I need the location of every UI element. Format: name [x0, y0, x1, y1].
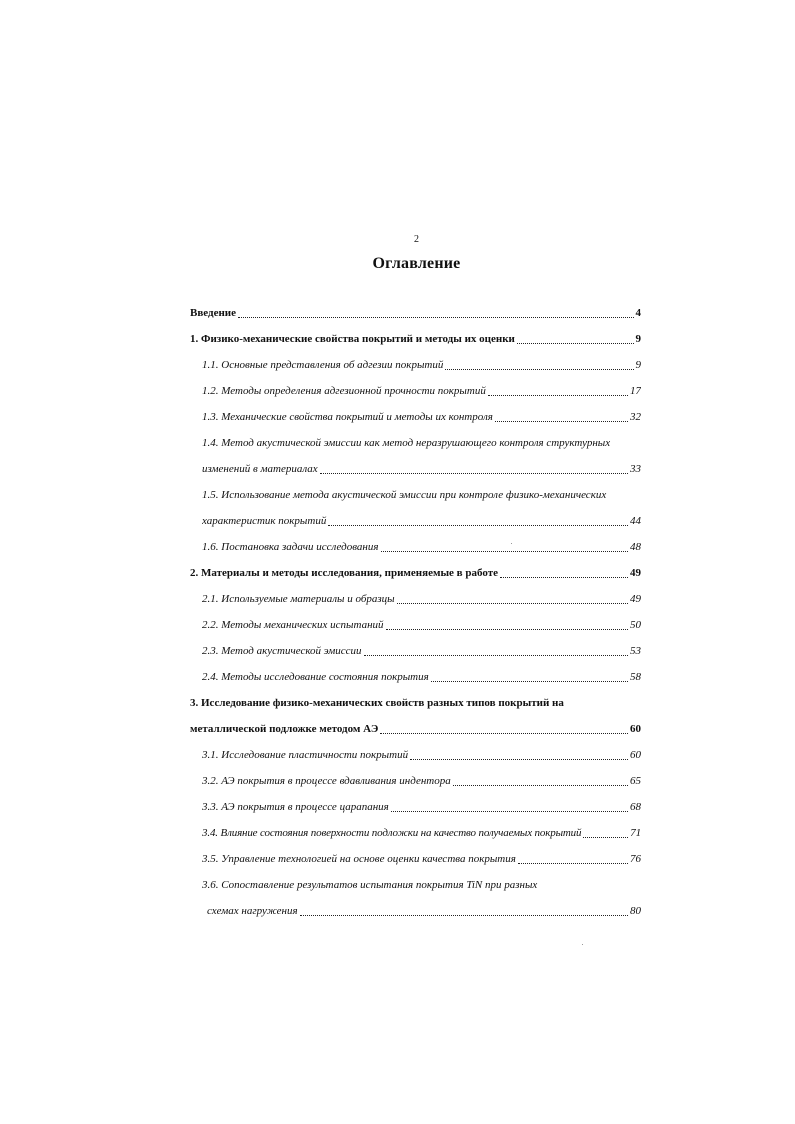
toc-entry-chapter-1[interactable] [190, 330, 641, 348]
dot-leader [583, 837, 628, 838]
toc-entry-page: 49 [630, 567, 641, 579]
toc-entry-page: 49 [630, 593, 641, 605]
dot-leader [300, 915, 628, 916]
toc-entry-page: 9 [635, 359, 641, 371]
toc-entry-title: 2. Материалы и методы исследования, применяемые в работе [190, 567, 498, 579]
toc-entry-1-4[interactable] [202, 460, 641, 478]
dot-leader [431, 681, 628, 682]
dot-leader [238, 317, 633, 318]
toc-entry-title: 2.4. Методы исследование состояния покрытия [202, 671, 429, 683]
dot-leader [386, 629, 628, 630]
page-number: 2 [414, 234, 419, 245]
toc-entry-page: 80 [630, 905, 641, 917]
toc-entry-title: Введение [190, 307, 237, 319]
toc-entry-3-5[interactable] [202, 850, 641, 868]
toc-entry-title: 2.3. Метод акустической эмиссии [202, 645, 362, 657]
toc-entry-chapter-3-line1[interactable]: 3. Исследование физико-механических свойств разных типов покрытий на [190, 697, 564, 709]
toc-entry-page: 9 [635, 333, 641, 345]
toc-entry-3-4[interactable] [202, 824, 641, 842]
toc-entry-page: 32 [630, 411, 641, 423]
dot-leader [453, 785, 628, 786]
toc-entry-title: 3.5. Управление технологией на основе оценки качества покрытия [202, 853, 516, 865]
toc-entry-page: 76 [630, 853, 641, 865]
dot-leader [495, 421, 628, 422]
dot-leader [320, 473, 628, 474]
toc-entry-title: изменений в материалах [202, 463, 318, 475]
toc-entry-3-1[interactable] [202, 746, 641, 764]
toc-entry-title: 3.2. АЭ покрытия в процессе вдавливания индентора [202, 775, 451, 787]
toc-entry-3-6-line1[interactable]: 3.6. Сопоставление результатов испытания покрытия TiN при разных [202, 879, 538, 891]
toc-entry-1-5[interactable] [202, 512, 641, 530]
dot-leader [328, 525, 628, 526]
dot-leader [500, 577, 628, 578]
scan-speck [511, 543, 512, 544]
toc-entry-page: 4 [635, 307, 641, 319]
toc-entry-title: 3.1. Исследование пластичности покрытий [202, 749, 409, 761]
scan-speck [582, 944, 583, 945]
toc-entry-1-2[interactable] [202, 382, 641, 400]
dot-leader [517, 343, 634, 344]
toc-entry-title: металлической подложке методом АЭ [190, 723, 379, 735]
toc-entry-2-4[interactable] [202, 668, 641, 686]
toc-entry-3-3[interactable] [202, 798, 641, 816]
toc-entry-page: 33 [630, 463, 641, 475]
toc-entry-3-6[interactable] [207, 902, 641, 920]
toc-entry-page: 44 [630, 515, 641, 527]
toc-entry-title: 2.1. Используемые материалы и образцы [202, 593, 395, 605]
dot-leader [364, 655, 628, 656]
dot-leader [410, 759, 628, 760]
toc-entry-2-3[interactable] [202, 642, 641, 660]
toc-entry-1-5-line1[interactable]: 1.5. Использование метода акустической эмиссии при контроле физико-механических [202, 489, 607, 501]
toc-entry-title: 1.6. Постановка задачи исследования [202, 541, 379, 553]
toc-entry-intro[interactable] [190, 304, 641, 322]
toc-entry-1-6[interactable] [202, 538, 641, 556]
toc-title: Оглавление [372, 255, 461, 272]
toc-entry-page: 71 [630, 827, 641, 839]
toc-entry-page: 60 [630, 723, 641, 735]
toc-entry-page: 50 [630, 619, 641, 631]
toc-entry-title: 3.4. Влияние состояния поверхности подложки на качество получаемых покрытий [202, 827, 582, 839]
dot-leader [518, 863, 628, 864]
toc-entry-page: 17 [630, 385, 641, 397]
toc-entry-title: 1. Физико-механические свойства покрытий и методы их оценки [190, 333, 515, 345]
toc-entry-chapter-2[interactable] [190, 564, 641, 582]
toc-entry-title: 3.3. АЭ покрытия в процессе царапания [202, 801, 389, 813]
toc-entry-2-1[interactable] [202, 590, 641, 608]
dot-leader [397, 603, 628, 604]
toc-entry-1-3[interactable] [202, 408, 641, 426]
toc-entry-1-4-line1[interactable]: 1.4. Метод акустической эмиссии как метод неразрушающего контроля структурных [202, 437, 611, 449]
toc-entry-page: 48 [630, 541, 641, 553]
dot-leader [391, 811, 628, 812]
toc-entry-page: 68 [630, 801, 641, 813]
dot-leader [381, 551, 629, 552]
toc-entry-title: 1.3. Механические свойства покрытий и методы их контроля [202, 411, 493, 423]
toc-entry-title: 1.2. Методы определения адгезионной прочности покрытий [202, 385, 486, 397]
toc-entry-title: схемах нагружения [207, 905, 298, 917]
toc-entry-page: 58 [630, 671, 641, 683]
toc-entry-title: 2.2. Методы механических испытаний [202, 619, 384, 631]
toc-entry-page: 60 [630, 749, 641, 761]
toc-entry-chapter-3[interactable] [190, 720, 641, 738]
dot-leader [445, 369, 633, 370]
dot-leader [488, 395, 628, 396]
toc-entry-2-2[interactable] [202, 616, 641, 634]
dot-leader [380, 733, 628, 734]
toc-entry-title: 1.1. Основные представления об адгезии покрытий [202, 359, 444, 371]
toc-entry-title: характеристик покрытий [202, 515, 327, 527]
toc-entry-1-1[interactable] [202, 356, 641, 374]
toc-entry-page: 53 [630, 645, 641, 657]
toc-entry-page: 65 [630, 775, 641, 787]
toc-entry-3-2[interactable] [202, 772, 641, 790]
